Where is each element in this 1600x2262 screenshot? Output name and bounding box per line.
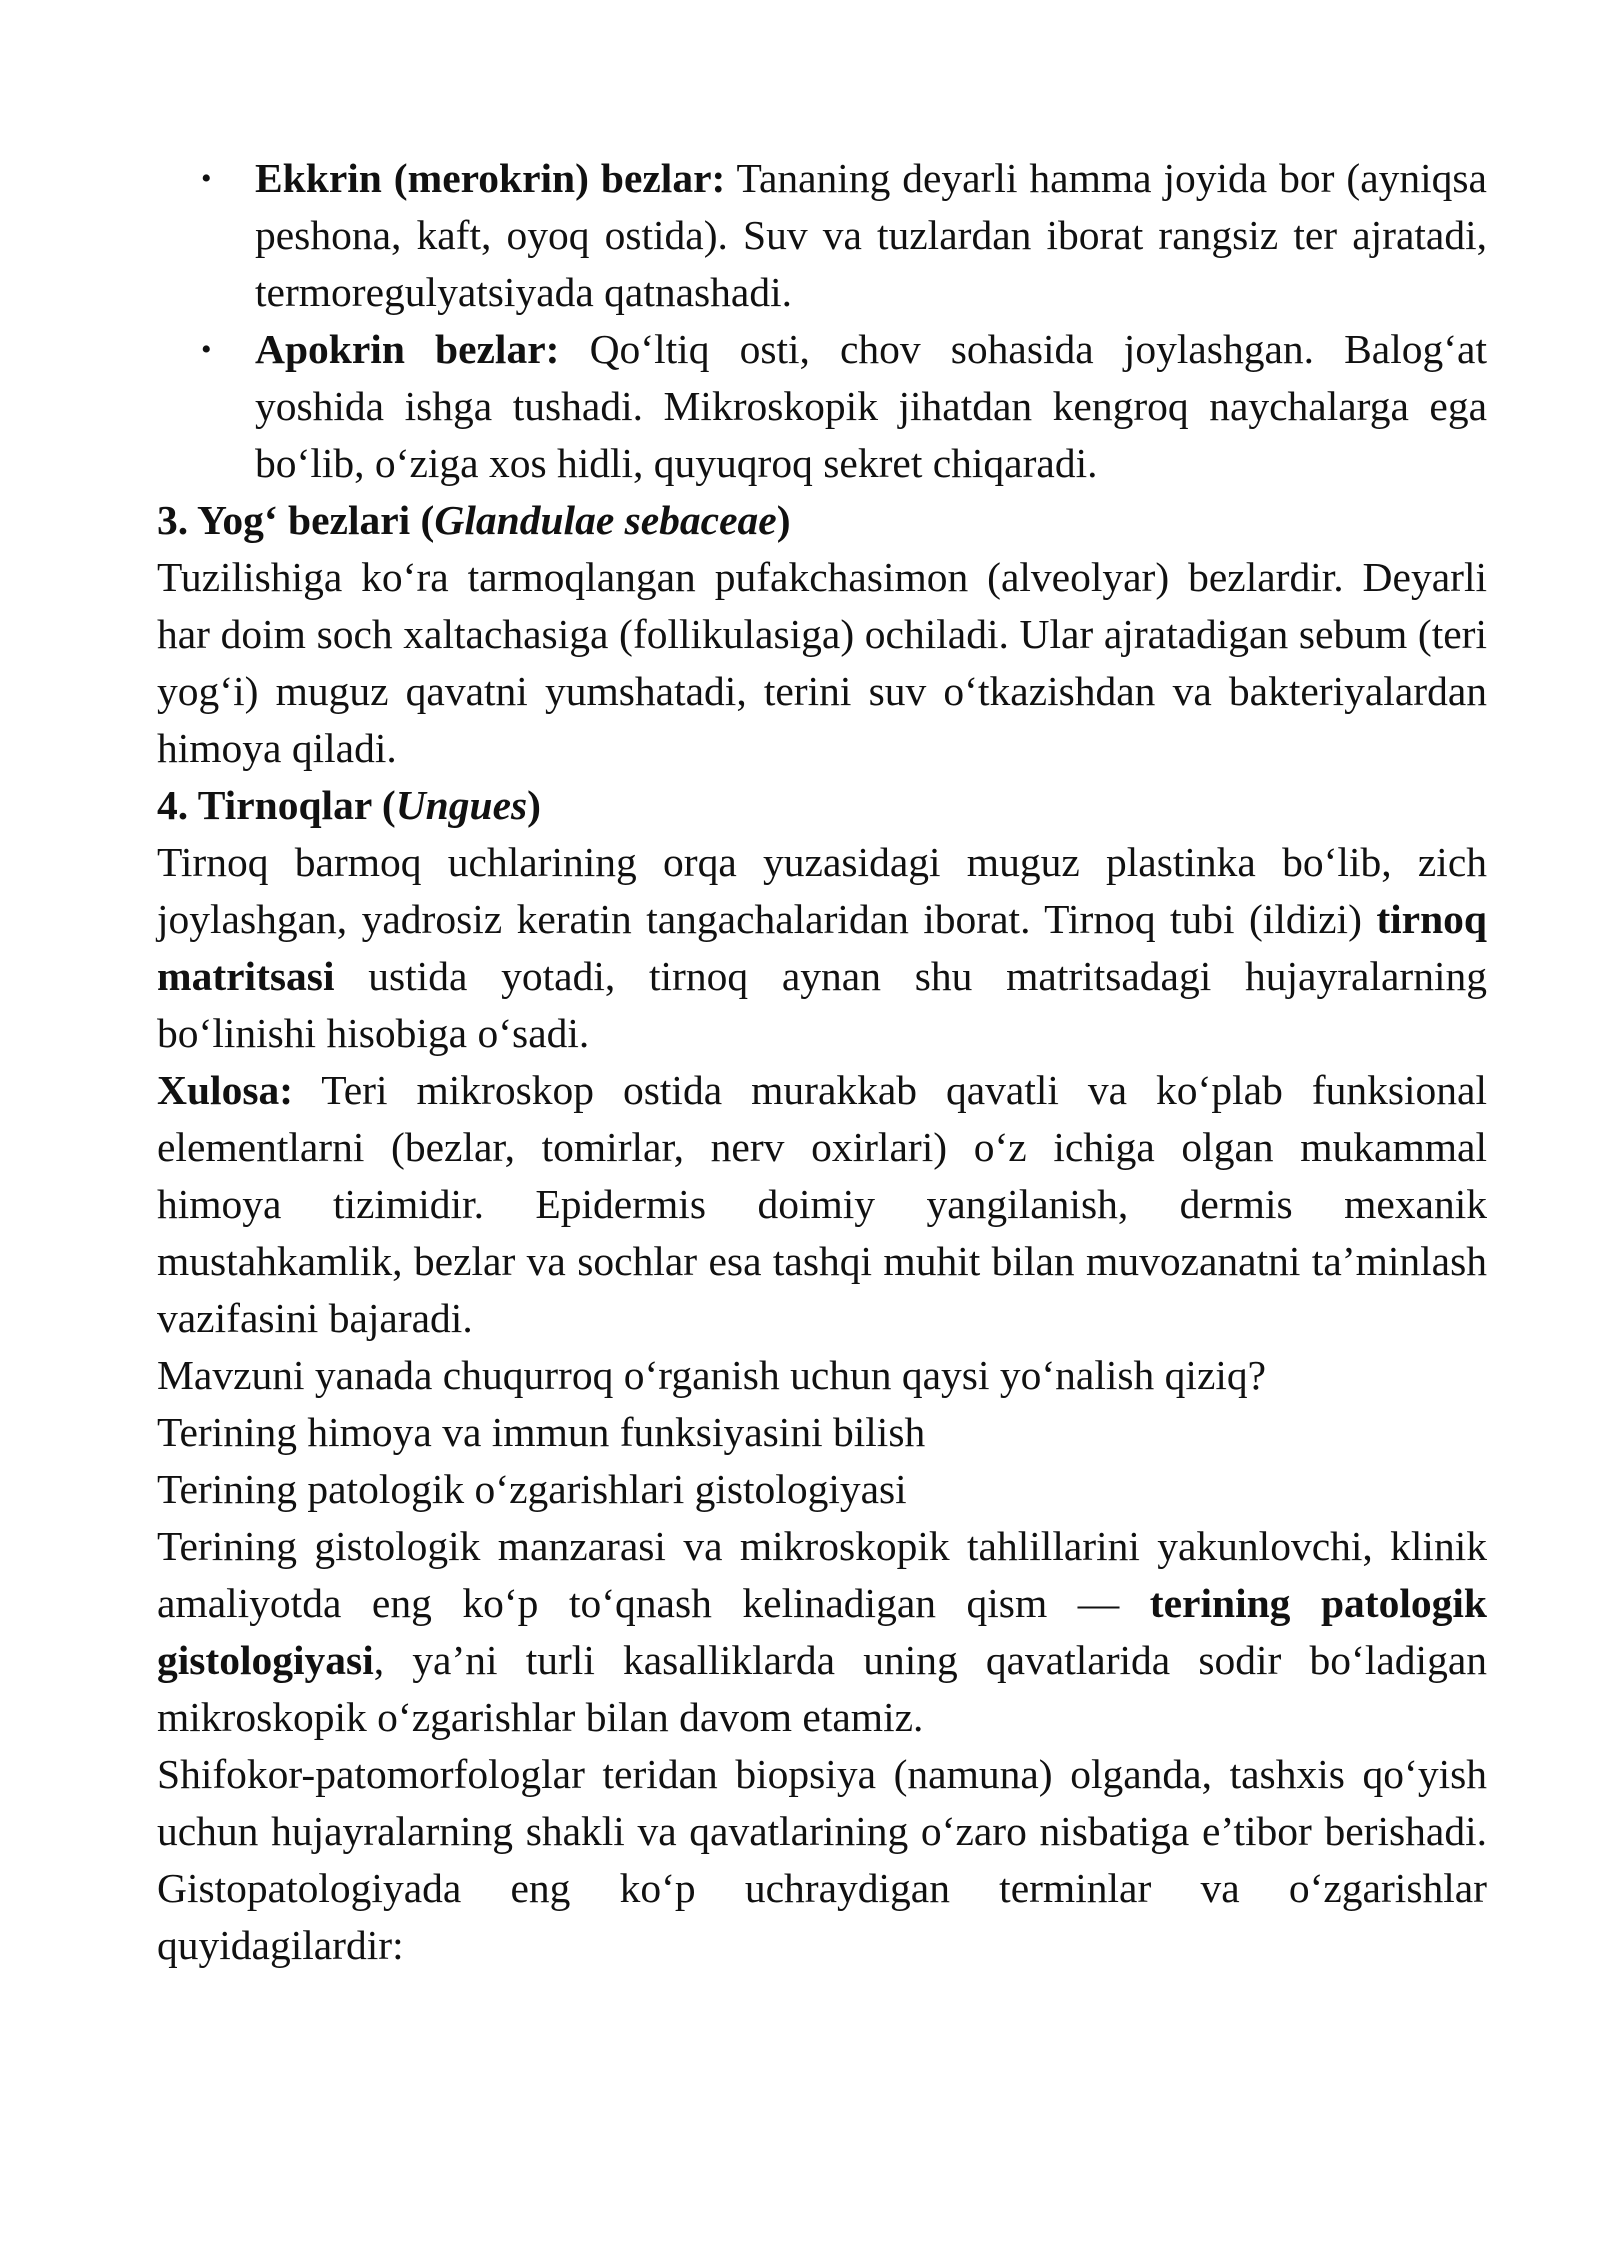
paragraph-biopsy: Shifokor-patomorfologlar teridan biopsiya (namuna) olganda, tashxis qo‘yish uchun hujayralarning shakli va qavatlarining o‘zaro nisbatiga e’tibor berishadi. Gistopatologiyada eng ko‘p uchraydigan terminlar va o‘zgarishlar quyidagilardir: — [157, 1751, 1487, 1968]
list-item-term: Apokrin bezlar: — [255, 326, 560, 372]
paragraph-text: , ya’ni turli kasalliklarda uning qavatlarida sodir bo‘ladigan mikroskopik o‘zgarishlar bilan davom etamiz. — [157, 1637, 1487, 1740]
bullet-icon: • — [201, 333, 212, 366]
bullet-icon: • — [201, 162, 212, 195]
paragraph-text: Terining gistologik manzarasi va mikroskopik tahlillarini yakunlovchi, klinik amaliyotda eng ko‘p to‘qnash kelinadigan qism — — [157, 1523, 1487, 1626]
option-line: Terining himoya va immun funksiyasini bilish — [157, 1409, 926, 1455]
heading-paren: ) — [776, 497, 791, 543]
paragraph-text: ustida yotadi, tirnoq aynan shu matritsadagi hujayralarning bo‘linishi hisobiga o‘sadi. — [157, 953, 1487, 1056]
heading-text: 4. Tirnoqlar ( — [157, 782, 396, 828]
section-heading-sebaceous — [157, 492, 1487, 549]
list-item — [157, 321, 1487, 492]
paragraph-conclusion — [157, 1062, 1487, 1347]
heading-paren: ) — [527, 782, 541, 828]
bold-term: terining patologik gistologiyasi — [157, 1580, 1487, 1683]
list-item-text: Qo‘ltiq osti, chov sohasida joylashgan. Balog‘at yoshida ishga tushadi. Mikroskopik jihatdan kengroq naychalarga ega bo‘lib, o‘ziga xos hidli, quyuqroq sekret chiqaradi. — [255, 326, 1487, 486]
paragraph-nails — [157, 834, 1487, 1062]
page-content — [157, 150, 1487, 1974]
gland-type-list — [157, 150, 1487, 492]
bold-term: tirnoq matritsasi — [157, 896, 1487, 999]
paragraph-text: Teri mikroskop ostida murakkab qavatli va ko‘plab funksional elementlarni (bezlar, tomirlar, nerv oxirlari) o‘z ichiga olgan mukammal himoya tizimidir. Epidermis doimiy yangilanish, dermis mexanik mustahkamlik, bezlar va sochlar esa tashqi muhit bilan muvozanatni ta’minlash vazifasini bajaradi. — [157, 1067, 1487, 1341]
paragraph-sebaceous: Tuzilishiga ko‘ra tarmoqlangan pufakchasimon (alveolyar) bezlardir. Deyarli har doim soch xaltachasiga (follikulasiga) ochiladi. Ular ajratadigan sebum (teri yog‘i) muguz qavatni yumshatadi, terini suv o‘tkazishdan va bakteriyalardan himoya qiladi. — [157, 554, 1487, 771]
heading-text: 3. Yog‘ bezlari ( — [157, 497, 435, 543]
paragraph-text: Tirnoq barmoq uchlarining orqa yuzasidagi muguz plastinka bo‘lib, zich joylashgan, yadrosiz keratin tangachalaridan iborat. Tirnoq tubi (ildizi) — [157, 839, 1487, 942]
question-line: Mavzuni yanada chuqurroq o‘rganish uchun qaysi yo‘nalish qiziq? — [157, 1352, 1267, 1398]
paragraph-pathology — [157, 1518, 1487, 1746]
heading-latin-term: Glandulae sebaceae — [434, 497, 777, 543]
list-item — [157, 150, 1487, 321]
option-line: Terining patologik o‘zgarishlari gistologiyasi — [157, 1466, 907, 1512]
conclusion-label: Xulosa: — [157, 1067, 294, 1113]
list-item-text: Tananing deyarli hamma joyida bor (ayniqsa peshona, kaft, oyoq ostida). Suv va tuzlardan iborat rangsiz ter ajratadi, termoregulyatsiyada qatnashadi. — [255, 155, 1487, 315]
heading-latin-term: Ungues — [395, 782, 528, 828]
section-heading-nails — [157, 777, 1487, 834]
list-item-term: Ekkrin (merokrin) bezlar: — [255, 155, 726, 201]
